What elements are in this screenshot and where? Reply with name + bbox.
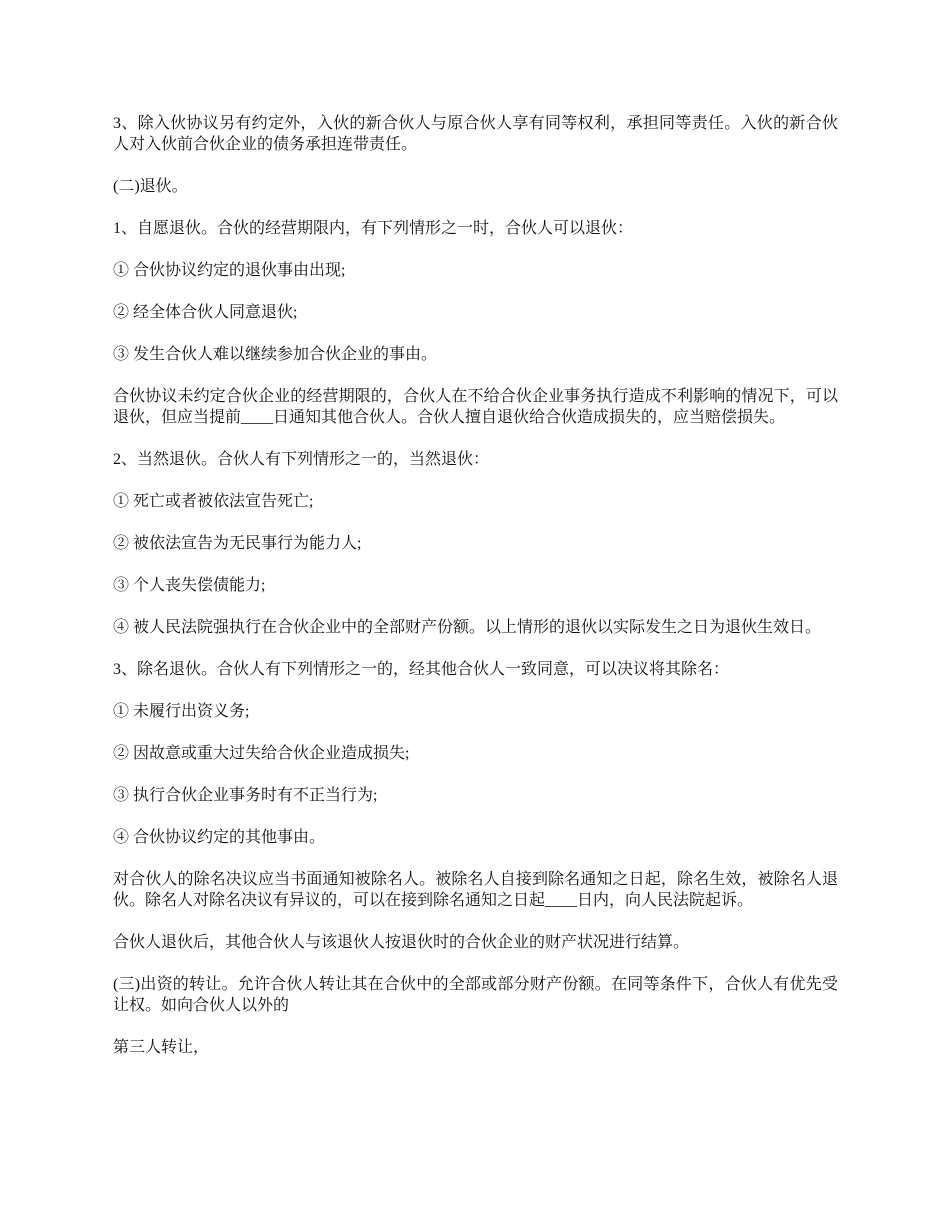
paragraph-expulsion-notice: 对合伙人的除名决议应当书面通知被除名人。被除名人自接到除名通知之日起，除名生效，被除名人退伙。除名人对除名决议有异议的，可以在接到除名通知之日起____日内，向人民法院起诉。 — [113, 871, 838, 909]
list-item: ③ 执行合伙企业事务时有不正当行为; — [113, 787, 378, 804]
list-item: ① 合伙协议约定的退伙事由出现; — [113, 262, 346, 279]
list-item: ④ 合伙协议约定的其他事由。 — [113, 829, 326, 846]
list-item: ② 经全体合伙人同意退伙; — [113, 304, 298, 321]
list-item: ④ 被人民法院强执行在合伙企业中的全部财产份额。以上情形的退伙以实际发生之日为退伙生效日。 — [113, 619, 822, 636]
list-item: ② 被依法宣告为无民事行为能力人; — [113, 535, 362, 552]
paragraph-no-term-withdrawal: 合伙协议未约定合伙企业的经营期限的，合伙人在不给合伙企业事务执行造成不利影响的情况下，可以退伙，但应当提前____日通知其他合伙人。合伙人擅自退伙给合伙造成损失的，应当赔偿损失。 — [113, 388, 838, 426]
document-page — [113, 113, 838, 1058]
paragraph-voluntary-withdrawal: 1、自愿退伙。合伙的经营期限内，有下列情形之一时，合伙人可以退伙： — [113, 220, 634, 237]
section-heading-withdrawal: (二)退伙。 — [113, 178, 188, 195]
paragraph-third-party-transfer: 第三人转让， — [113, 1039, 210, 1056]
paragraph-new-partner-rights: 3、除入伙协议另有约定外，入伙的新合伙人与原合伙人享有同等权利，承担同等责任。入伙的新合伙人对入伙前合伙企业的债务承担连带责任。 — [113, 115, 838, 153]
paragraph-capital-transfer: (三)出资的转让。允许合伙人转让其在合伙中的全部或部分财产份额。在同等条件下，合伙人有优先受让权。如向合伙人以外的 — [113, 976, 838, 1014]
list-item: ② 因故意或重大过失给合伙企业造成损失; — [113, 745, 410, 762]
list-item: ③ 个人丧失偿债能力; — [113, 577, 266, 594]
list-item: ① 死亡或者被依法宣告死亡; — [113, 493, 314, 510]
paragraph-expulsion: 3、除名退伙。合伙人有下列情形之一的，经其他合伙人一致同意，可以决议将其除名： — [113, 661, 730, 678]
paragraph-settlement: 合伙人退伙后，其他合伙人与该退伙人按退伙时的合伙企业的财产状况进行结算。 — [113, 934, 690, 951]
list-item: ③ 发生合伙人难以继续参加合伙企业的事由。 — [113, 346, 438, 363]
paragraph-automatic-withdrawal: 2、当然退伙。合伙人有下列情形之一的，当然退伙： — [113, 451, 490, 468]
list-item: ① 未履行出资义务; — [113, 703, 250, 720]
